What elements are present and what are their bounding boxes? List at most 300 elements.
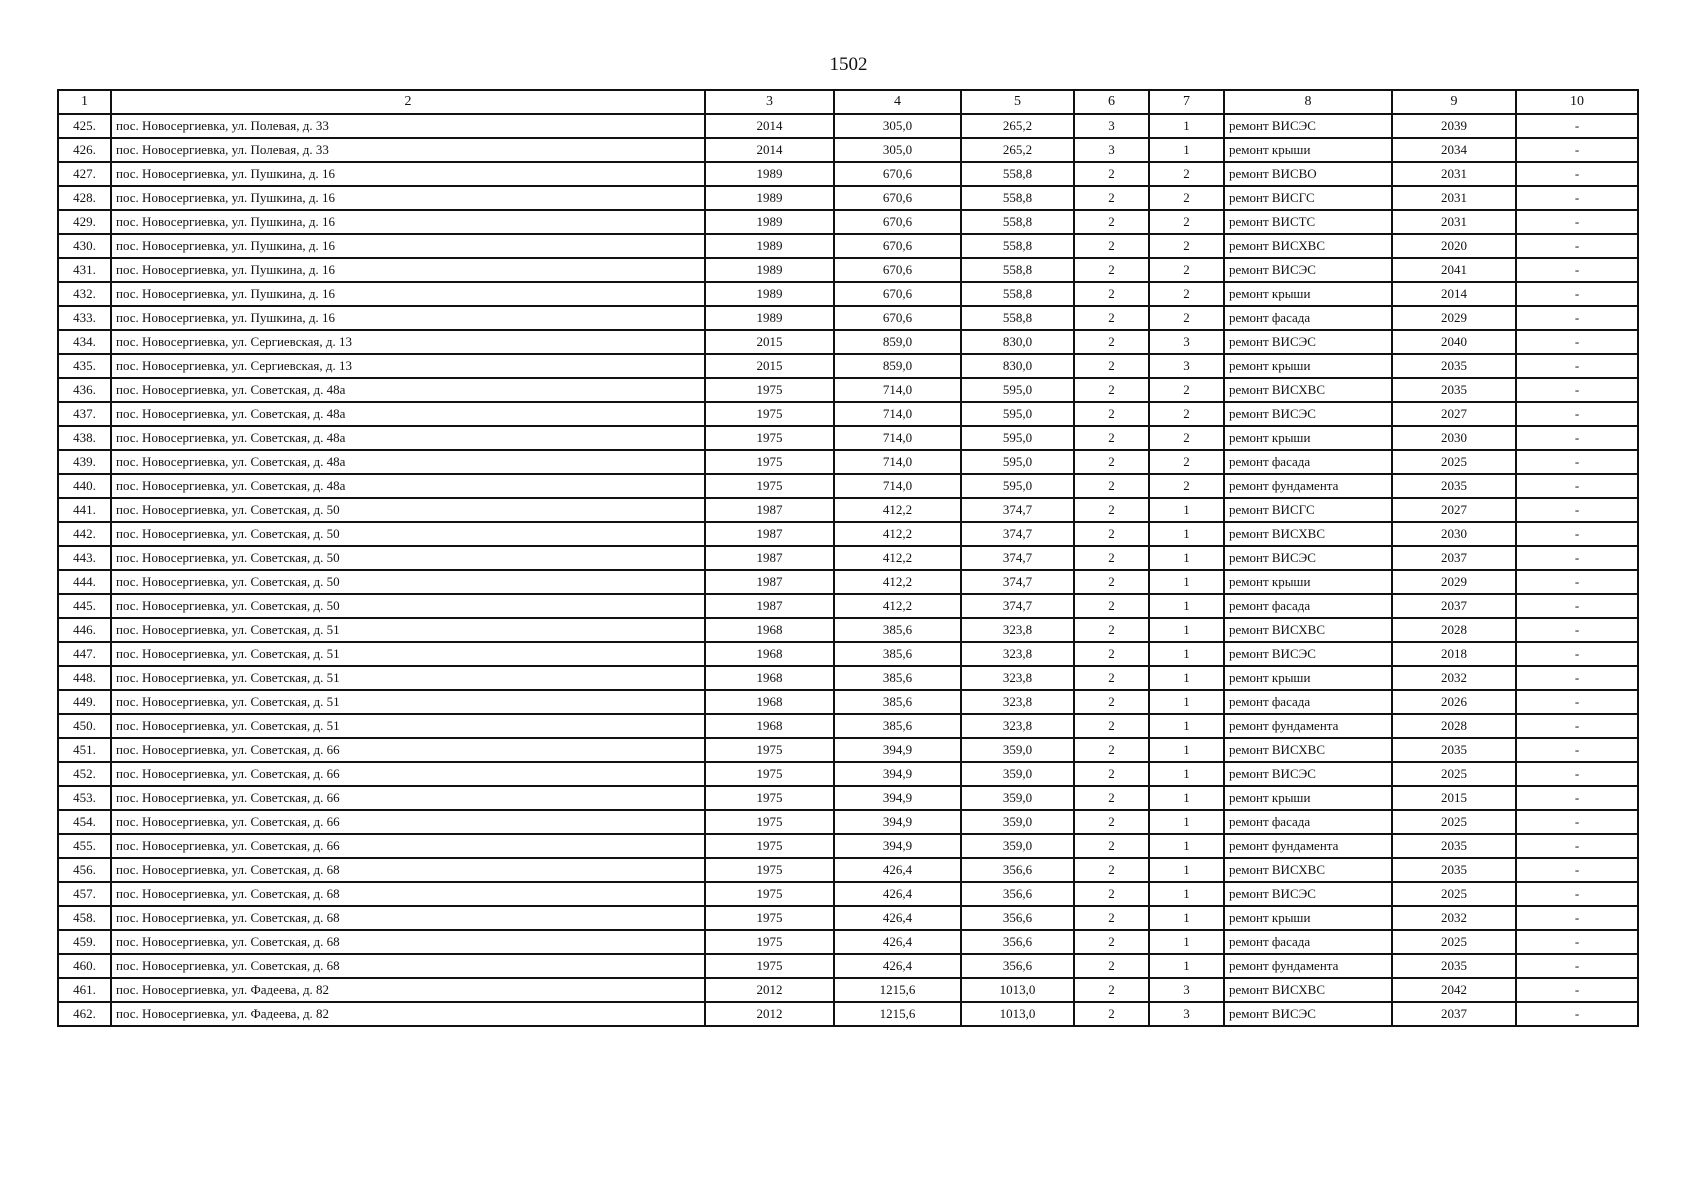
floors-cell: 2 — [1074, 954, 1149, 978]
living-area-cell: 374,7 — [961, 570, 1074, 594]
floors-cell: 2 — [1074, 282, 1149, 306]
col-header-6: 6 — [1074, 90, 1149, 114]
row-number-cell: 438. — [58, 426, 111, 450]
total-area-cell: 385,6 — [834, 618, 961, 642]
floors-cell: 2 — [1074, 906, 1149, 930]
total-area-cell: 714,0 — [834, 378, 961, 402]
entrances-cell: 1 — [1149, 930, 1224, 954]
total-area-cell: 412,2 — [834, 570, 961, 594]
address-cell: пос. Новосергиевка, ул. Пушкина, д. 16 — [111, 186, 705, 210]
total-area-cell: 305,0 — [834, 138, 961, 162]
living-area-cell: 265,2 — [961, 138, 1074, 162]
total-area-cell: 714,0 — [834, 450, 961, 474]
planned-year-cell: 2034 — [1392, 138, 1516, 162]
floors-cell: 3 — [1074, 114, 1149, 138]
row-number-cell: 449. — [58, 690, 111, 714]
entrances-cell: 1 — [1149, 666, 1224, 690]
note-cell: - — [1516, 162, 1638, 186]
work-type-cell: ремонт фасада — [1224, 690, 1392, 714]
note-cell: - — [1516, 186, 1638, 210]
floors-cell: 2 — [1074, 570, 1149, 594]
table-row — [58, 714, 1638, 738]
year-built-cell: 1989 — [705, 186, 834, 210]
work-type-cell: ремонт крыши — [1224, 666, 1392, 690]
living-area-cell: 595,0 — [961, 450, 1074, 474]
year-built-cell: 1987 — [705, 594, 834, 618]
total-area-cell: 714,0 — [834, 426, 961, 450]
note-cell: - — [1516, 402, 1638, 426]
table-row — [58, 354, 1638, 378]
work-type-cell: ремонт ВИСХВС — [1224, 378, 1392, 402]
floors-cell: 2 — [1074, 306, 1149, 330]
col-header-5: 5 — [961, 90, 1074, 114]
work-type-cell: ремонт ВИСЭС — [1224, 402, 1392, 426]
address-cell: пос. Новосергиевка, ул. Пушкина, д. 16 — [111, 306, 705, 330]
note-cell: - — [1516, 498, 1638, 522]
table-row — [58, 378, 1638, 402]
table-row — [58, 330, 1638, 354]
year-built-cell: 1989 — [705, 162, 834, 186]
planned-year-cell: 2030 — [1392, 522, 1516, 546]
table-row — [58, 474, 1638, 498]
work-type-cell: ремонт ВИСЭС — [1224, 1002, 1392, 1026]
address-cell: пос. Новосергиевка, ул. Полевая, д. 33 — [111, 138, 705, 162]
planned-year-cell: 2030 — [1392, 426, 1516, 450]
note-cell: - — [1516, 474, 1638, 498]
table-row — [58, 858, 1638, 882]
address-cell: пос. Новосергиевка, ул. Советская, д. 68 — [111, 954, 705, 978]
note-cell: - — [1516, 930, 1638, 954]
living-area-cell: 595,0 — [961, 402, 1074, 426]
row-number-cell: 430. — [58, 234, 111, 258]
floors-cell: 2 — [1074, 474, 1149, 498]
note-cell: - — [1516, 618, 1638, 642]
planned-year-cell: 2035 — [1392, 738, 1516, 762]
row-number-cell: 425. — [58, 114, 111, 138]
entrances-cell: 1 — [1149, 690, 1224, 714]
floors-cell: 3 — [1074, 138, 1149, 162]
address-cell: пос. Новосергиевка, ул. Советская, д. 66 — [111, 810, 705, 834]
row-number-cell: 439. — [58, 450, 111, 474]
year-built-cell: 2015 — [705, 354, 834, 378]
living-area-cell: 323,8 — [961, 714, 1074, 738]
floors-cell: 2 — [1074, 642, 1149, 666]
note-cell: - — [1516, 1002, 1638, 1026]
floors-cell: 2 — [1074, 234, 1149, 258]
year-built-cell: 1989 — [705, 306, 834, 330]
living-area-cell: 558,8 — [961, 210, 1074, 234]
table-row — [58, 138, 1638, 162]
note-cell: - — [1516, 522, 1638, 546]
entrances-cell: 1 — [1149, 138, 1224, 162]
address-cell: пос. Новосергиевка, ул. Советская, д. 50 — [111, 570, 705, 594]
total-area-cell: 670,6 — [834, 306, 961, 330]
year-built-cell: 2014 — [705, 114, 834, 138]
year-built-cell: 1975 — [705, 450, 834, 474]
total-area-cell: 714,0 — [834, 402, 961, 426]
row-number-cell: 428. — [58, 186, 111, 210]
entrances-cell: 3 — [1149, 1002, 1224, 1026]
row-number-cell: 458. — [58, 906, 111, 930]
table-row — [58, 210, 1638, 234]
planned-year-cell: 2025 — [1392, 450, 1516, 474]
living-area-cell: 374,7 — [961, 522, 1074, 546]
floors-cell: 2 — [1074, 738, 1149, 762]
note-cell: - — [1516, 690, 1638, 714]
row-number-cell: 431. — [58, 258, 111, 282]
work-type-cell: ремонт ВИСЭС — [1224, 882, 1392, 906]
address-cell: пос. Новосергиевка, ул. Полевая, д. 33 — [111, 114, 705, 138]
address-cell: пос. Новосергиевка, ул. Советская, д. 50 — [111, 498, 705, 522]
planned-year-cell: 2040 — [1392, 330, 1516, 354]
work-type-cell: ремонт фасада — [1224, 810, 1392, 834]
page-number: 1502 — [829, 54, 868, 75]
entrances-cell: 1 — [1149, 834, 1224, 858]
total-area-cell: 394,9 — [834, 834, 961, 858]
year-built-cell: 1968 — [705, 666, 834, 690]
floors-cell: 2 — [1074, 402, 1149, 426]
floors-cell: 2 — [1074, 762, 1149, 786]
total-area-cell: 394,9 — [834, 738, 961, 762]
table-row — [58, 282, 1638, 306]
row-number-cell: 450. — [58, 714, 111, 738]
floors-cell: 2 — [1074, 426, 1149, 450]
floors-cell: 2 — [1074, 978, 1149, 1002]
floors-cell: 2 — [1074, 1002, 1149, 1026]
total-area-cell: 305,0 — [834, 114, 961, 138]
entrances-cell: 1 — [1149, 810, 1224, 834]
total-area-cell: 412,2 — [834, 594, 961, 618]
floors-cell: 2 — [1074, 546, 1149, 570]
address-cell: пос. Новосергиевка, ул. Советская, д. 68 — [111, 882, 705, 906]
year-built-cell: 1975 — [705, 762, 834, 786]
work-type-cell: ремонт крыши — [1224, 570, 1392, 594]
planned-year-cell: 2020 — [1392, 234, 1516, 258]
year-built-cell: 1987 — [705, 570, 834, 594]
living-area-cell: 374,7 — [961, 498, 1074, 522]
total-area-cell: 670,6 — [834, 210, 961, 234]
year-built-cell: 1975 — [705, 378, 834, 402]
planned-year-cell: 2029 — [1392, 306, 1516, 330]
year-built-cell: 1989 — [705, 258, 834, 282]
note-cell: - — [1516, 354, 1638, 378]
note-cell: - — [1516, 306, 1638, 330]
total-area-cell: 385,6 — [834, 642, 961, 666]
planned-year-cell: 2029 — [1392, 570, 1516, 594]
year-built-cell: 1968 — [705, 618, 834, 642]
planned-year-cell: 2031 — [1392, 210, 1516, 234]
note-cell: - — [1516, 954, 1638, 978]
planned-year-cell: 2025 — [1392, 930, 1516, 954]
living-area-cell: 830,0 — [961, 354, 1074, 378]
work-type-cell: ремонт ВИСЭС — [1224, 762, 1392, 786]
living-area-cell: 359,0 — [961, 786, 1074, 810]
year-built-cell: 1968 — [705, 714, 834, 738]
planned-year-cell: 2037 — [1392, 594, 1516, 618]
row-number-cell: 441. — [58, 498, 111, 522]
entrances-cell: 1 — [1149, 738, 1224, 762]
work-type-cell: ремонт ВИСТС — [1224, 210, 1392, 234]
entrances-cell: 1 — [1149, 786, 1224, 810]
work-type-cell: ремонт ВИСХВС — [1224, 234, 1392, 258]
address-cell: пос. Новосергиевка, ул. Пушкина, д. 16 — [111, 258, 705, 282]
work-type-cell: ремонт ВИСЭС — [1224, 546, 1392, 570]
total-area-cell: 1215,6 — [834, 978, 961, 1002]
table-row — [58, 186, 1638, 210]
note-cell: - — [1516, 114, 1638, 138]
col-header-3: 3 — [705, 90, 834, 114]
row-number-cell: 440. — [58, 474, 111, 498]
total-area-cell: 385,6 — [834, 666, 961, 690]
work-type-cell: ремонт ВИСЭС — [1224, 642, 1392, 666]
address-cell: пос. Новосергиевка, ул. Советская, д. 66 — [111, 762, 705, 786]
living-area-cell: 558,8 — [961, 234, 1074, 258]
address-cell: пос. Новосергиевка, ул. Советская, д. 48а — [111, 474, 705, 498]
year-built-cell: 1975 — [705, 834, 834, 858]
table-row — [58, 522, 1638, 546]
work-type-cell: ремонт фундамента — [1224, 474, 1392, 498]
year-built-cell: 1975 — [705, 810, 834, 834]
note-cell: - — [1516, 906, 1638, 930]
work-type-cell: ремонт ВИСЭС — [1224, 330, 1392, 354]
living-area-cell: 359,0 — [961, 738, 1074, 762]
col-header-10: 10 — [1516, 90, 1638, 114]
registry-table — [57, 89, 1639, 1027]
address-cell: пос. Новосергиевка, ул. Советская, д. 50 — [111, 546, 705, 570]
note-cell: - — [1516, 978, 1638, 1002]
note-cell: - — [1516, 858, 1638, 882]
year-built-cell: 1975 — [705, 402, 834, 426]
floors-cell: 2 — [1074, 498, 1149, 522]
address-cell: пос. Новосергиевка, ул. Советская, д. 51 — [111, 618, 705, 642]
floors-cell: 2 — [1074, 930, 1149, 954]
work-type-cell: ремонт ВИСВО — [1224, 162, 1392, 186]
floors-cell: 2 — [1074, 810, 1149, 834]
planned-year-cell: 2035 — [1392, 834, 1516, 858]
year-built-cell: 1987 — [705, 498, 834, 522]
row-number-cell: 452. — [58, 762, 111, 786]
col-header-1: 1 — [58, 90, 111, 114]
living-area-cell: 323,8 — [961, 666, 1074, 690]
planned-year-cell: 2035 — [1392, 378, 1516, 402]
total-area-cell: 426,4 — [834, 882, 961, 906]
year-built-cell: 1975 — [705, 858, 834, 882]
table-row — [58, 594, 1638, 618]
table-row — [58, 162, 1638, 186]
planned-year-cell: 2028 — [1392, 714, 1516, 738]
living-area-cell: 359,0 — [961, 810, 1074, 834]
work-type-cell: ремонт ВИСХВС — [1224, 978, 1392, 1002]
living-area-cell: 323,8 — [961, 690, 1074, 714]
entrances-cell: 2 — [1149, 282, 1224, 306]
entrances-cell: 2 — [1149, 378, 1224, 402]
table-row — [58, 762, 1638, 786]
year-built-cell: 1968 — [705, 690, 834, 714]
planned-year-cell: 2027 — [1392, 402, 1516, 426]
note-cell: - — [1516, 570, 1638, 594]
work-type-cell: ремонт фундамента — [1224, 714, 1392, 738]
row-number-cell: 461. — [58, 978, 111, 1002]
row-number-cell: 447. — [58, 642, 111, 666]
floors-cell: 2 — [1074, 882, 1149, 906]
row-number-cell: 457. — [58, 882, 111, 906]
total-area-cell: 670,6 — [834, 282, 961, 306]
address-cell: пос. Новосергиевка, ул. Пушкина, д. 16 — [111, 210, 705, 234]
planned-year-cell: 2035 — [1392, 954, 1516, 978]
planned-year-cell: 2028 — [1392, 618, 1516, 642]
floors-cell: 2 — [1074, 186, 1149, 210]
table-row — [58, 234, 1638, 258]
living-area-cell: 323,8 — [961, 642, 1074, 666]
year-built-cell: 1989 — [705, 210, 834, 234]
work-type-cell: ремонт ВИСЭС — [1224, 114, 1392, 138]
living-area-cell: 1013,0 — [961, 978, 1074, 1002]
address-cell: пос. Новосергиевка, ул. Советская, д. 68 — [111, 906, 705, 930]
address-cell: пос. Новосергиевка, ул. Сергиевская, д. 13 — [111, 354, 705, 378]
year-built-cell: 2012 — [705, 1002, 834, 1026]
entrances-cell: 3 — [1149, 330, 1224, 354]
floors-cell: 2 — [1074, 450, 1149, 474]
address-cell: пос. Новосергиевка, ул. Советская, д. 68 — [111, 858, 705, 882]
floors-cell: 2 — [1074, 594, 1149, 618]
address-cell: пос. Новосергиевка, ул. Фадеева, д. 82 — [111, 978, 705, 1002]
address-cell: пос. Новосергиевка, ул. Советская, д. 66 — [111, 834, 705, 858]
col-header-8: 8 — [1224, 90, 1392, 114]
table-row — [58, 450, 1638, 474]
living-area-cell: 595,0 — [961, 426, 1074, 450]
note-cell: - — [1516, 738, 1638, 762]
address-cell: пос. Новосергиевка, ул. Советская, д. 51 — [111, 666, 705, 690]
total-area-cell: 426,4 — [834, 930, 961, 954]
note-cell: - — [1516, 234, 1638, 258]
work-type-cell: ремонт крыши — [1224, 354, 1392, 378]
table-row — [58, 954, 1638, 978]
work-type-cell: ремонт ВИСЭС — [1224, 258, 1392, 282]
note-cell: - — [1516, 282, 1638, 306]
row-number-cell: 456. — [58, 858, 111, 882]
row-number-cell: 446. — [58, 618, 111, 642]
note-cell: - — [1516, 666, 1638, 690]
living-area-cell: 595,0 — [961, 378, 1074, 402]
table-row — [58, 666, 1638, 690]
entrances-cell: 2 — [1149, 426, 1224, 450]
address-cell: пос. Новосергиевка, ул. Советская, д. 48а — [111, 426, 705, 450]
entrances-cell: 1 — [1149, 762, 1224, 786]
total-area-cell: 412,2 — [834, 546, 961, 570]
entrances-cell: 2 — [1149, 306, 1224, 330]
address-cell: пос. Новосергиевка, ул. Советская, д. 48а — [111, 378, 705, 402]
total-area-cell: 394,9 — [834, 810, 961, 834]
table-row — [58, 834, 1638, 858]
floors-cell: 2 — [1074, 690, 1149, 714]
entrances-cell: 1 — [1149, 714, 1224, 738]
entrances-cell: 3 — [1149, 978, 1224, 1002]
row-number-cell: 437. — [58, 402, 111, 426]
address-cell: пос. Новосергиевка, ул. Пушкина, д. 16 — [111, 282, 705, 306]
year-built-cell: 1987 — [705, 546, 834, 570]
work-type-cell: ремонт фасада — [1224, 450, 1392, 474]
entrances-cell: 1 — [1149, 546, 1224, 570]
entrances-cell: 1 — [1149, 858, 1224, 882]
total-area-cell: 412,2 — [834, 498, 961, 522]
table-row — [58, 690, 1638, 714]
entrances-cell: 2 — [1149, 450, 1224, 474]
table-row — [58, 786, 1638, 810]
year-built-cell: 1975 — [705, 906, 834, 930]
row-number-cell: 454. — [58, 810, 111, 834]
total-area-cell: 859,0 — [834, 354, 961, 378]
address-cell: пос. Новосергиевка, ул. Пушкина, д. 16 — [111, 234, 705, 258]
address-cell: пос. Новосергиевка, ул. Сергиевская, д. 13 — [111, 330, 705, 354]
planned-year-cell: 2027 — [1392, 498, 1516, 522]
entrances-cell: 1 — [1149, 618, 1224, 642]
row-number-cell: 460. — [58, 954, 111, 978]
living-area-cell: 359,0 — [961, 762, 1074, 786]
floors-cell: 2 — [1074, 786, 1149, 810]
table-row — [58, 258, 1638, 282]
planned-year-cell: 2014 — [1392, 282, 1516, 306]
planned-year-cell: 2026 — [1392, 690, 1516, 714]
living-area-cell: 830,0 — [961, 330, 1074, 354]
total-area-cell: 1215,6 — [834, 1002, 961, 1026]
work-type-cell: ремонт ВИСХВС — [1224, 738, 1392, 762]
living-area-cell: 595,0 — [961, 474, 1074, 498]
address-cell: пос. Новосергиевка, ул. Советская, д. 51 — [111, 690, 705, 714]
floors-cell: 2 — [1074, 258, 1149, 282]
entrances-cell: 1 — [1149, 642, 1224, 666]
floors-cell: 2 — [1074, 522, 1149, 546]
living-area-cell: 356,6 — [961, 906, 1074, 930]
total-area-cell: 394,9 — [834, 786, 961, 810]
row-number-cell: 436. — [58, 378, 111, 402]
total-area-cell: 394,9 — [834, 762, 961, 786]
row-number-cell: 453. — [58, 786, 111, 810]
row-number-cell: 444. — [58, 570, 111, 594]
row-number-cell: 433. — [58, 306, 111, 330]
planned-year-cell: 2039 — [1392, 114, 1516, 138]
living-area-cell: 558,8 — [961, 282, 1074, 306]
work-type-cell: ремонт крыши — [1224, 138, 1392, 162]
address-cell: пос. Новосергиевка, ул. Советская, д. 66 — [111, 786, 705, 810]
total-area-cell: 426,4 — [834, 858, 961, 882]
work-type-cell: ремонт фасада — [1224, 930, 1392, 954]
table-row — [58, 426, 1638, 450]
note-cell: - — [1516, 450, 1638, 474]
year-built-cell: 1975 — [705, 882, 834, 906]
floors-cell: 2 — [1074, 858, 1149, 882]
address-cell: пос. Новосергиевка, ул. Советская, д. 50 — [111, 594, 705, 618]
total-area-cell: 859,0 — [834, 330, 961, 354]
table-row — [58, 306, 1638, 330]
floors-cell: 2 — [1074, 666, 1149, 690]
note-cell: - — [1516, 330, 1638, 354]
entrances-cell: 1 — [1149, 570, 1224, 594]
row-number-cell: 445. — [58, 594, 111, 618]
address-cell: пос. Новосергиевка, ул. Советская, д. 51 — [111, 714, 705, 738]
year-built-cell: 1987 — [705, 522, 834, 546]
planned-year-cell: 2025 — [1392, 882, 1516, 906]
note-cell: - — [1516, 546, 1638, 570]
entrances-cell: 2 — [1149, 258, 1224, 282]
work-type-cell: ремонт фасада — [1224, 594, 1392, 618]
note-cell: - — [1516, 426, 1638, 450]
address-cell: пос. Новосергиевка, ул. Советская, д. 66 — [111, 738, 705, 762]
total-area-cell: 412,2 — [834, 522, 961, 546]
floors-cell: 2 — [1074, 714, 1149, 738]
entrances-cell: 1 — [1149, 954, 1224, 978]
note-cell: - — [1516, 594, 1638, 618]
year-built-cell: 1975 — [705, 738, 834, 762]
